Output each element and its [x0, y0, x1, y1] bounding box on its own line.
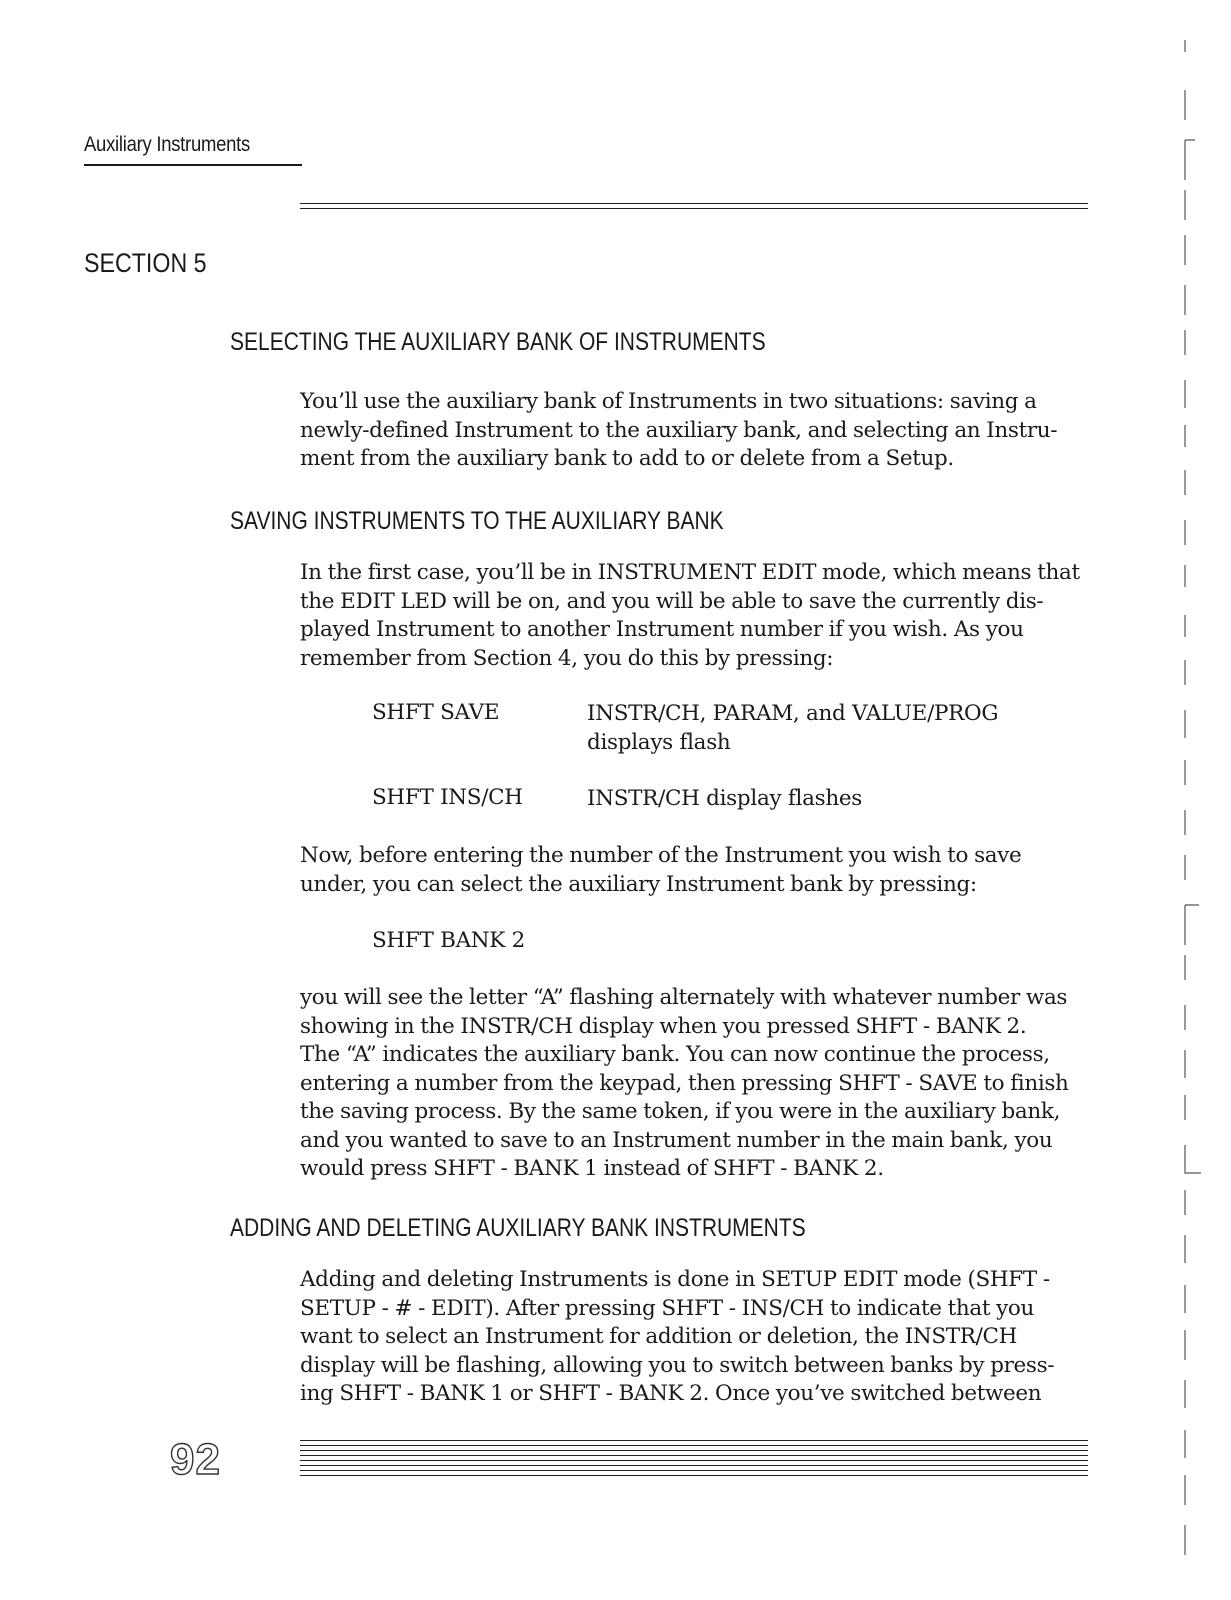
- paragraph-line: You’ll use the auxiliary bank of Instruments in two situations: saving a: [300, 389, 1037, 414]
- paragraph-line: remember from Section 4, you do this by pressing:: [300, 645, 834, 671]
- heading-adding-deleting: ADDING AND DELETING AUXILIARY BANK INSTRUMENTS: [230, 1214, 806, 1242]
- paragraph-line: played Instrument to another Instrument number if you wish. As you: [300, 617, 1024, 642]
- section-label: SECTION 5: [84, 248, 207, 278]
- paragraph-line: newly-defined Instrument to the auxiliary bank, and selecting an Instru-: [300, 417, 1058, 443]
- key-sequence-shft-save: SHFT SAVE: [372, 700, 500, 725]
- page-number: 92: [170, 1435, 221, 1484]
- key-sequence-description: INSTR/CH, PARAM, and VALUE/PROG displays flash: [587, 701, 999, 755]
- binding-edge-marks: [1180, 40, 1220, 1590]
- paragraph-line: showing in the INSTR/CH display when you pressed SHFT - BANK 2.: [300, 1013, 1027, 1039]
- bottom-multi-rule: [300, 1440, 1088, 1480]
- paragraph-line: would press SHFT - BANK 1 instead of SHFT - BANK 2.: [300, 1156, 884, 1181]
- paragraph-line: ment from the auxiliary bank to add to or delete from a Setup.: [300, 446, 954, 471]
- paragraph-line: Now, before entering the number of the Instrument you wish to save: [300, 843, 1022, 868]
- paragraph-line: the saving process. By the same token, if you were in the auxiliary bank,: [300, 1099, 1061, 1124]
- paragraph-now-before: [300, 842, 1100, 899]
- paragraph-line: want to select an Instrument for addition or deletion, the INSTR/CH: [300, 1324, 1017, 1349]
- running-title-underline: [84, 164, 302, 166]
- paragraph-line: you will see the letter “A” flashing alternately with whatever number was: [300, 985, 1068, 1010]
- paragraph-first-case: [300, 559, 1100, 673]
- paragraph-you-will-see: [300, 984, 1100, 1184]
- heading-saving-instruments: SAVING INSTRUMENTS TO THE AUXILIARY BANK: [230, 507, 724, 535]
- paragraph-line: SETUP - # - EDIT). After pressing SHFT - INS/CH to indicate that you: [300, 1295, 1035, 1321]
- paragraph-line: display will be flashing, allowing you to switch between banks by press-: [300, 1352, 1055, 1378]
- paragraph-line: under, you can select the auxiliary Instrument bank by pressing:: [300, 871, 977, 897]
- heading-selecting-auxiliary-bank: SELECTING THE AUXILIARY BANK OF INSTRUMENTS: [230, 328, 766, 356]
- key-sequence-shft-insch: SHFT INS/CH: [372, 785, 523, 810]
- key-sequence-description: INSTR/CH display flashes: [587, 786, 863, 811]
- paragraph-line: the EDIT LED will be on, and you will be able to save the currently dis-: [300, 588, 1044, 614]
- paragraph-line: ing SHFT - BANK 1 or SHFT - BANK 2. Once you’ve switched between: [300, 1381, 1042, 1406]
- paragraph-line: and you wanted to save to an Instrument number in the main bank, you: [300, 1127, 1053, 1153]
- paragraph-adding-deleting: [300, 1266, 1100, 1409]
- paragraph-line: In the first case, you’ll be in INSTRUMENT EDIT mode, which means that: [300, 560, 1080, 585]
- top-double-rule: [300, 203, 1088, 213]
- key-sequence-shft-bank2: SHFT BANK 2: [372, 928, 525, 953]
- paragraph-line: entering a number from the keypad, then pressing SHFT - SAVE to finish: [300, 1070, 1069, 1096]
- paragraph-intro: [300, 388, 1100, 474]
- running-title: Auxiliary Instruments: [84, 133, 250, 156]
- paragraph-line: Adding and deleting Instruments is done in SETUP EDIT mode (SHFT -: [300, 1267, 1050, 1292]
- paragraph-line: The “A” indicates the auxiliary bank. You can now continue the process,: [300, 1042, 1050, 1067]
